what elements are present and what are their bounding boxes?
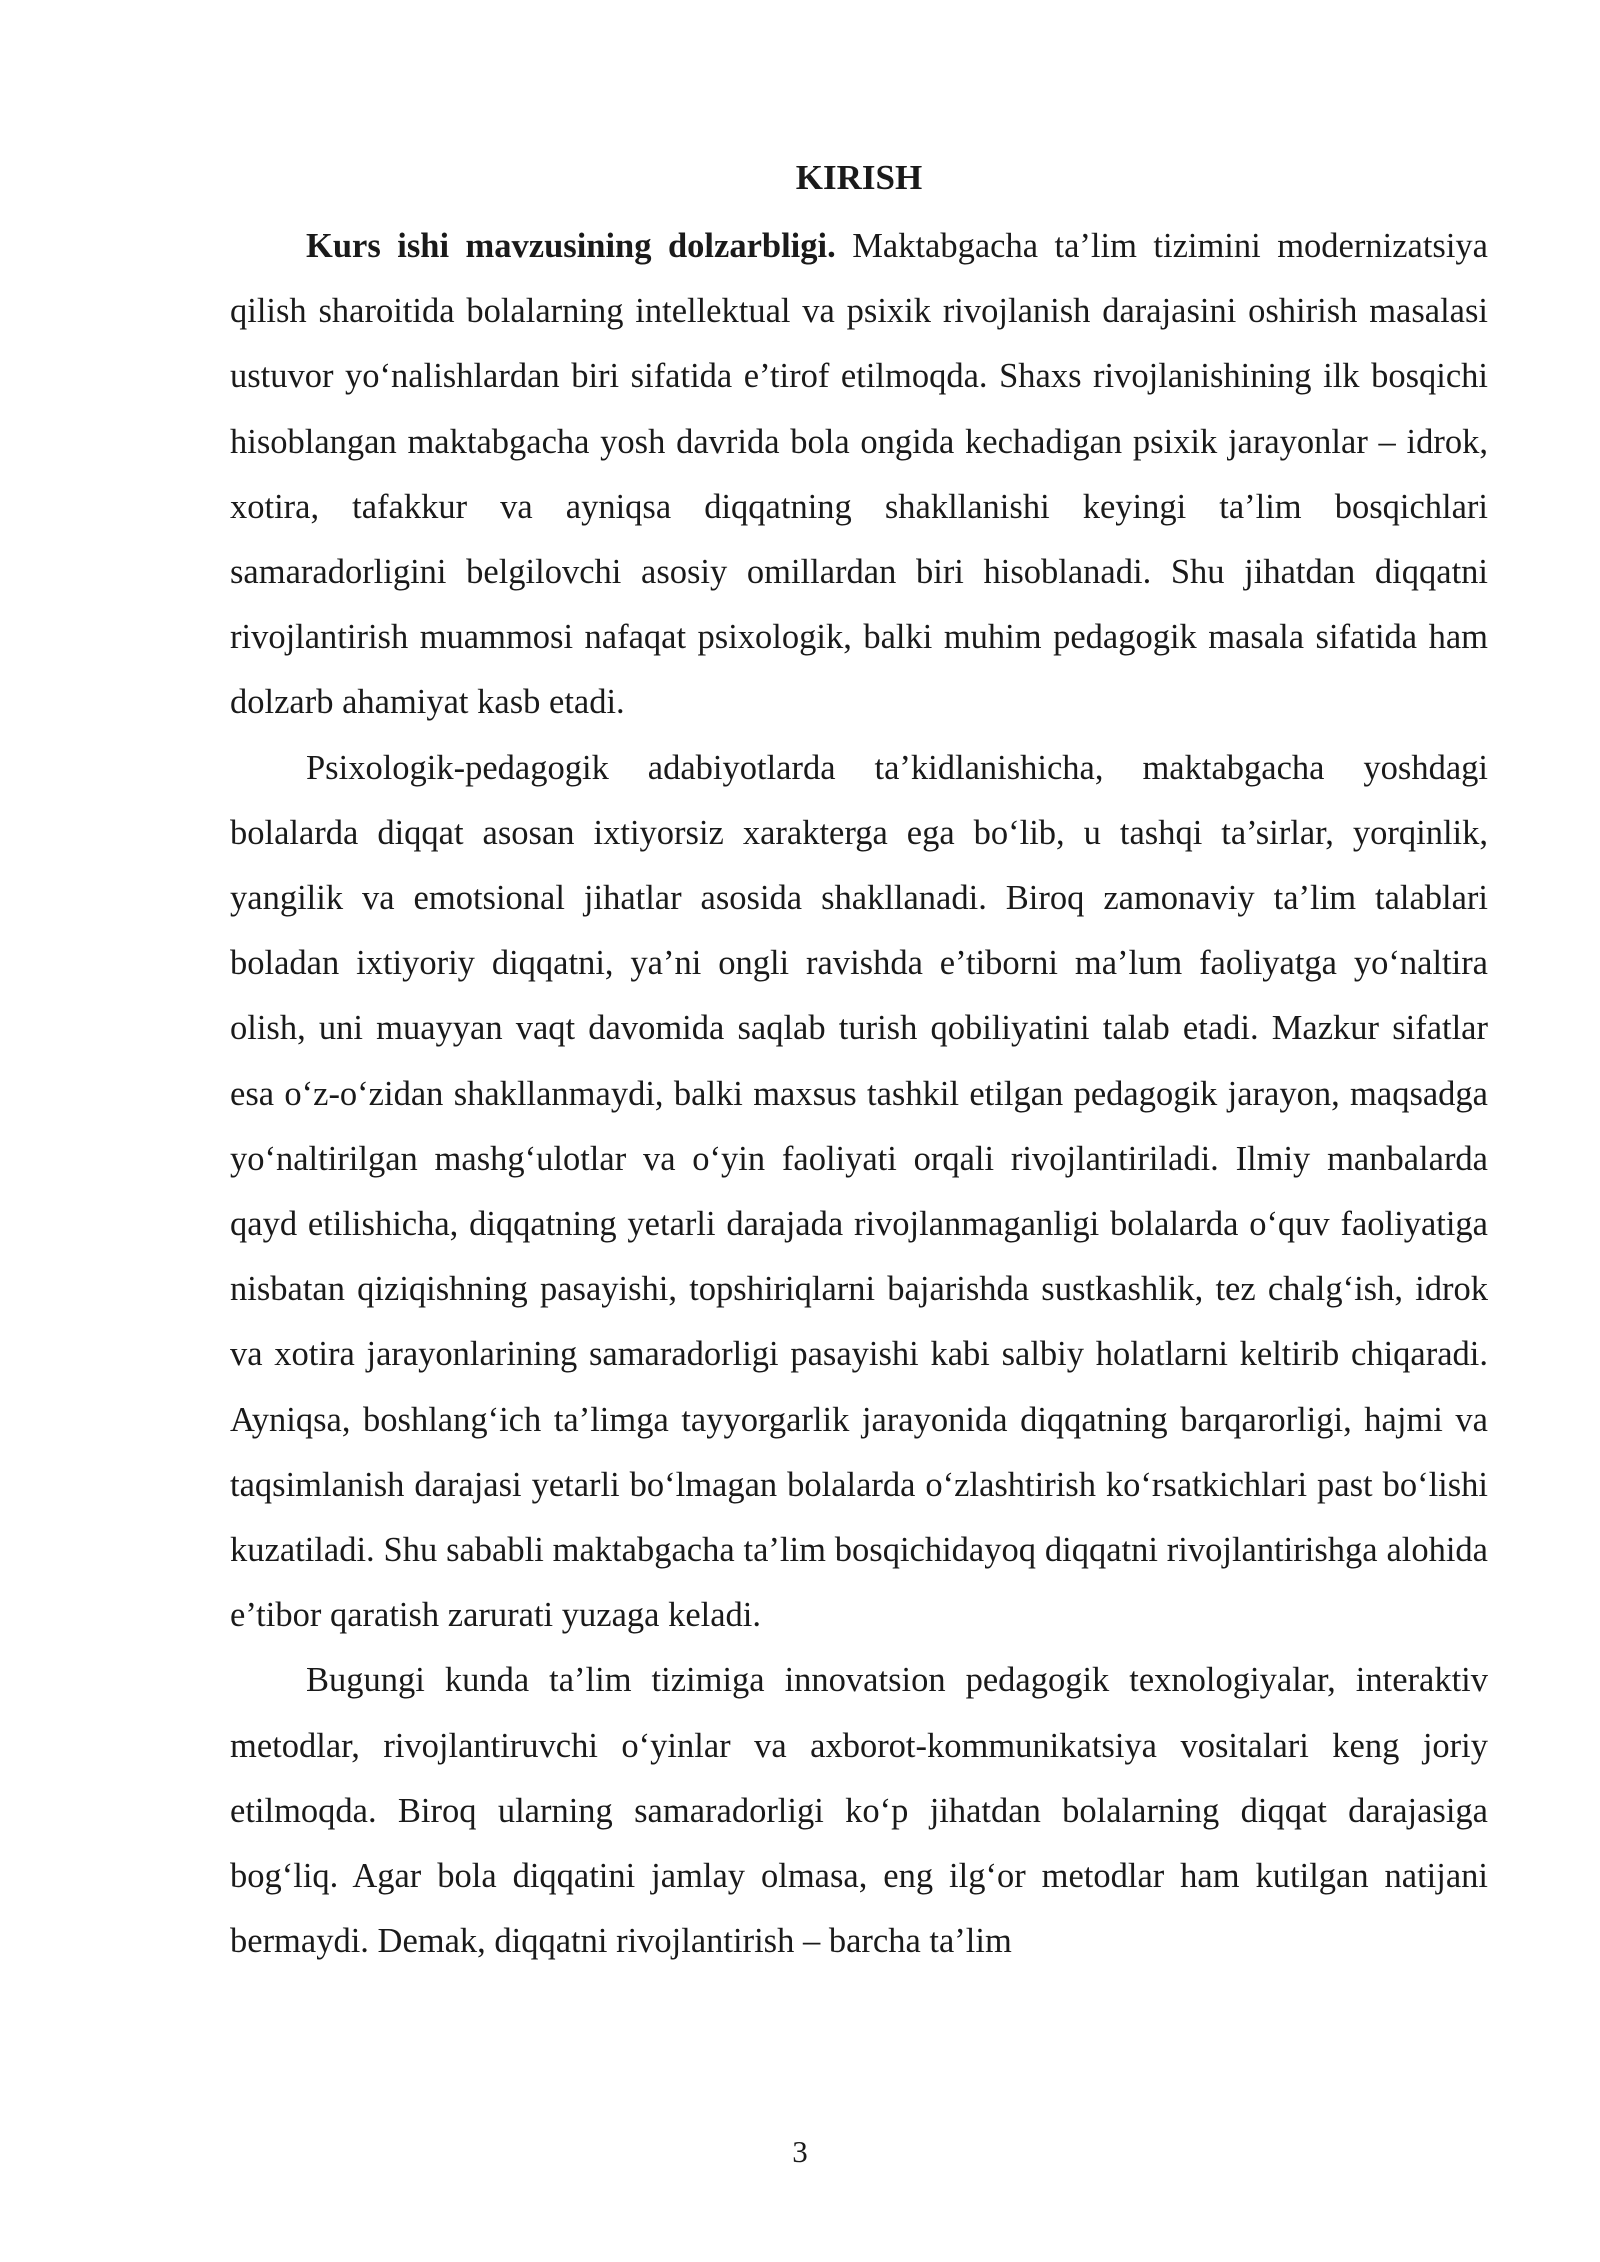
paragraph-text: Maktabgacha ta’lim tizimini modernizatsiya qilish sharoitida bolalarning intellektual va psixik rivojlanish darajasini oshirish masalasi ustuvor yo‘nalishlardan biri sifatida e’tirof etilmoqda. Shaxs rivojlanishining ilk bosqichi hisoblangan maktabgacha yosh davrida bola ongida kechadigan psixik jarayonlar – idrok, xotira, tafakkur va ayniqsa diqqatning shakllanishi keyingi ta’lim bosqichlari samaradorligini belgilovchi asosiy omillardan biri hisoblanadi. Shu jihatdan diqqatni rivojlantirish muammosi nafaqat psixologik, balki muhim pedagogik masala sifatida ham dolzarb ahamiyat kasb etadi. [230, 227, 1488, 722]
paragraph-text: Bugungi kunda ta’lim tizimiga innovatsion pedagogik texnologiyalar, interaktiv metodlar, rivojlantiruvchi o‘yinlar va axborot-kommunikatsiya vositalari keng joriy etilmoqda. Biroq ularning samaradorligi ko‘p jihatdan bolalarning diqqat darajasiga bog‘liq. Agar bola diqqatini jamlay olmasa, eng ilg‘or metodlar ham kutilgan natijani bermaydi. Demak, diqqatni rivojlantirish – barcha ta’lim [230, 1661, 1488, 1961]
page-content [230, 148, 1488, 1974]
paragraph-literature [230, 736, 1488, 1649]
paragraph-innovation [230, 1648, 1488, 1974]
paragraph-text: Psixologik-pedagogik adabiyotlarda ta’kidlanishicha, maktabgacha yoshdagi bolalarda diqqat asosan ixtiyorsiz xarakterga ega bo‘lib, u tashqi ta’sirlar, yorqinlik, yangilik va emotsional jihatlar asosida shakllanadi. Biroq zamonaviy ta’lim talablari boladan ixtiyoriy diqqatni, ya’ni ongli ravishda e’tiborni ma’lum faoliyatga yo‘naltira olish, uni muayyan vaqt davomida saqlab turish qobiliyatini talab etadi. Mazkur sifatlar esa o‘z-o‘zidan shakllanmaydi, balki maxsus tashkil etilgan pedagogik jarayon, maqsadga yo‘naltirilgan mashg‘ulotlar va o‘yin faoliyati orqali rivojlantiriladi. Ilmiy manbalarda qayd etilishicha, diqqatning yetarli darajada rivojlanmaganligi bolalarda o‘quv faoliyatiga nisbatan qiziqishning pasayishi, topshiriqlarni bajarishda sustkashlik, tez chalg‘ish, idrok va xotira jarayonlarining samaradorligi pasayishi kabi salbiy holatlarni keltirib chiqaradi. Ayniqsa, boshlang‘ich ta’limga tayyorgarlik jarayonida diqqatning barqarorligi, hajmi va taqsimlanish darajasi yetarli bo‘lmagan bolalarda o‘zlashtirish ko‘rsatkichlari past bo‘lishi kuzatiladi. Shu sababli maktabgacha ta’lim bosqichidayoq diqqatni rivojlantirishga alohida e’tibor qaratish zarurati yuzaga keladi. [230, 748, 1488, 1635]
paragraph-relevance [230, 214, 1488, 736]
paragraph-lead: Kurs ishi mavzusining dolzarbligi. [306, 227, 836, 265]
page-number: 3 [792, 2134, 808, 2169]
section-heading: KIRISH [795, 158, 923, 197]
